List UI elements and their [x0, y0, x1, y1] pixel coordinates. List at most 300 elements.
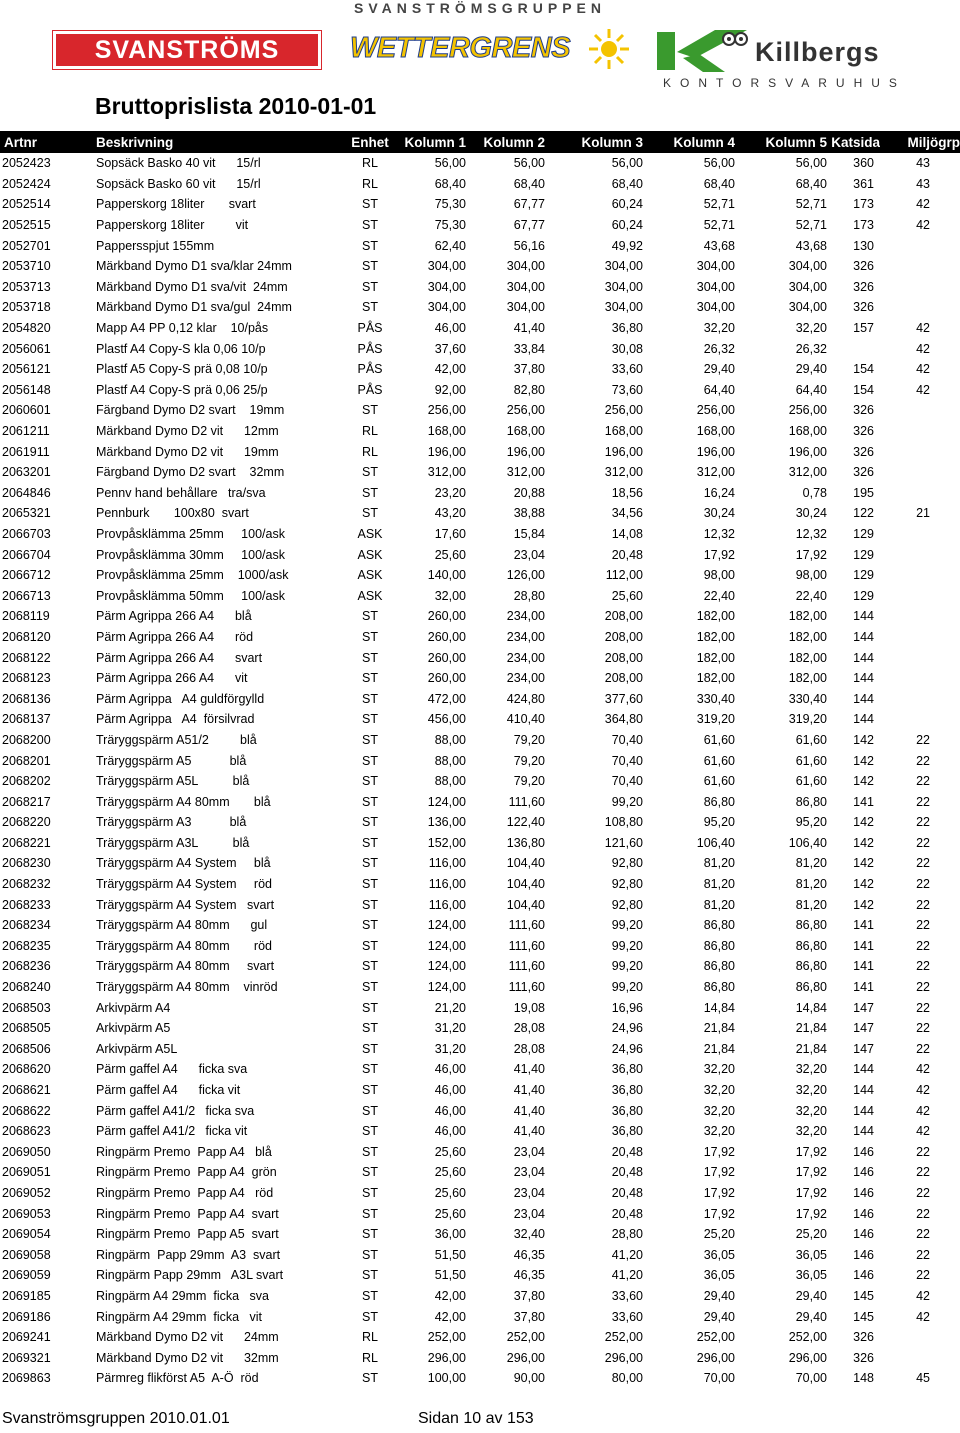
cell-enhet: ST: [362, 1000, 378, 1015]
cell-miljogrp: 22: [916, 774, 930, 789]
cell-kolumn-3: 80,00: [611, 1371, 643, 1386]
cell-kolumn-3: 28,80: [611, 1227, 643, 1242]
cell-kolumn-4: 17,92: [703, 1185, 735, 1200]
cell-kolumn-4: 32,20: [703, 1062, 735, 1077]
cell-kolumn-5: 25,20: [795, 1227, 827, 1242]
cell-katsida: 144: [853, 1062, 874, 1077]
cell-kolumn-5: 256,00: [788, 403, 827, 418]
cell-kolumn-3: 364,80: [604, 712, 643, 727]
cell-katsida: 147: [853, 1041, 874, 1056]
cell-kolumn-5: 81,20: [795, 897, 827, 912]
cell-miljogrp: [880, 647, 960, 668]
cell-miljogrp: 42: [916, 1062, 930, 1077]
cell-kolumn-4: 86,80: [703, 980, 735, 995]
cell-katsida: 326: [853, 1350, 874, 1365]
cell-miljogrp: 22: [916, 918, 930, 933]
cell-kolumn-3: 68,40: [611, 176, 643, 191]
cell-katsida: 122: [853, 506, 874, 521]
cell-artnr: 2068119: [2, 609, 50, 624]
table-row: [0, 688, 960, 709]
cell-enhet: PÅS: [357, 382, 383, 397]
cell-miljogrp: 22: [916, 815, 930, 830]
cell-miljogrp: 45: [916, 1371, 930, 1386]
cell-artnr: 2069058: [2, 1247, 51, 1262]
cell-artnr: 2069051: [2, 1165, 51, 1180]
cell-beskrivning: Papperskorg 18liter svart: [96, 197, 256, 212]
cell-kolumn-4: 86,80: [703, 794, 735, 809]
table-row: [0, 1080, 960, 1101]
cell-kolumn-2: 28,08: [513, 1021, 545, 1036]
cell-katsida: 154: [853, 362, 874, 377]
cell-kolumn-2: 41,40: [513, 1124, 545, 1139]
cell-artnr: 2068221: [2, 835, 51, 850]
cell-kolumn-5: 86,80: [795, 959, 827, 974]
cell-kolumn-5: 304,00: [788, 279, 827, 294]
cell-artnr: 2068503: [2, 1000, 51, 1015]
cell-katsida: 144: [853, 691, 874, 706]
cell-kolumn-1: 116,00: [428, 897, 466, 912]
killbergs-k-icon: [655, 28, 750, 74]
cell-kolumn-3: 20,48: [611, 1144, 643, 1159]
table-row: [0, 874, 960, 895]
cell-kolumn-5: 182,00: [788, 650, 827, 665]
table-row: [0, 750, 960, 771]
cell-kolumn-3: 36,80: [611, 1083, 643, 1098]
cell-miljogrp: 43: [916, 176, 930, 191]
cell-miljogrp: 22: [916, 753, 930, 768]
cell-kolumn-4: 304,00: [696, 259, 735, 274]
cell-beskrivning: Träryggspärm A51/2 blå: [96, 732, 257, 747]
cell-enhet: ST: [362, 1021, 378, 1036]
cell-kolumn-2: 168,00: [506, 424, 545, 439]
cell-kolumn-2: 234,00: [506, 650, 545, 665]
cell-katsida: 144: [853, 1103, 874, 1118]
cell-kolumn-1: 42,00: [434, 1309, 466, 1324]
cell-kolumn-2: 23,04: [513, 1165, 545, 1180]
cell-kolumn-4: 86,80: [703, 959, 735, 974]
table-row: [0, 524, 960, 545]
cell-artnr: 2068620: [2, 1062, 51, 1077]
cell-artnr: 2069185: [2, 1288, 51, 1303]
cell-beskrivning: Provpåsklämma 25mm 1000/ask: [96, 568, 289, 583]
table-row: [0, 1244, 960, 1265]
cell-kolumn-3: 256,00: [604, 403, 643, 418]
cell-artnr: 2052424: [2, 176, 51, 191]
cell-kolumn-1: 25,60: [434, 1165, 466, 1180]
cell-artnr: 2056148: [2, 382, 51, 397]
cell-beskrivning: Pärm Agrippa 266 A4 vit: [96, 671, 248, 686]
cell-beskrivning: Provpåsklämma 30mm 100/ask: [96, 547, 285, 562]
cell-artnr: 2068202: [2, 774, 51, 789]
cell-kolumn-1: 304,00: [427, 279, 466, 294]
cell-kolumn-1: 124,00: [427, 918, 466, 933]
cell-beskrivning: Arkivpärm A5L: [96, 1041, 178, 1056]
cell-kolumn-4: 52,71: [703, 197, 735, 212]
table-row: [0, 215, 960, 236]
cell-kolumn-2: 19,08: [513, 1000, 545, 1015]
cell-kolumn-4: 256,00: [696, 403, 735, 418]
cell-kolumn-3: 112,00: [605, 568, 643, 583]
cell-kolumn-5: 17,92: [795, 1185, 827, 1200]
cell-kolumn-5: 86,80: [795, 918, 827, 933]
cell-kolumn-5: 70,00: [795, 1371, 827, 1386]
cell-kolumn-2: 136,80: [506, 835, 545, 850]
cell-kolumn-3: 41,20: [611, 1247, 643, 1262]
cell-kolumn-1: 124,00: [427, 959, 466, 974]
cell-kolumn-2: 23,04: [513, 1144, 545, 1159]
cell-artnr: 2069050: [2, 1144, 51, 1159]
cell-enhet: RL: [362, 156, 378, 171]
table-row: [0, 235, 960, 256]
cell-kolumn-3: 304,00: [604, 259, 643, 274]
cell-kolumn-2: 234,00: [506, 609, 545, 624]
footer-page-number: Sidan 10 av 153: [418, 1410, 534, 1427]
cell-kolumn-2: 46,35: [513, 1247, 545, 1262]
cell-artnr: 2068240: [2, 980, 51, 995]
cell-enhet: ST: [362, 650, 378, 665]
table-row: [0, 1286, 960, 1307]
cell-kolumn-2: 126,00: [506, 568, 545, 583]
cell-kolumn-1: 260,00: [427, 629, 466, 644]
cell-kolumn-4: 61,60: [703, 732, 735, 747]
cell-beskrivning: Ringpärm Premo Papp A4 grön: [96, 1165, 277, 1180]
cell-kolumn-2: 67,77: [513, 197, 545, 212]
cell-kolumn-4: 43,68: [703, 238, 735, 253]
cell-kolumn-2: 111,60: [508, 959, 545, 974]
cell-kolumn-3: 168,00: [604, 424, 643, 439]
cell-artnr: 2069053: [2, 1206, 51, 1221]
cell-enhet: RL: [362, 1350, 378, 1365]
cell-kolumn-4: 182,00: [696, 671, 735, 686]
cell-miljogrp: [880, 483, 960, 504]
cell-miljogrp: 22: [916, 1000, 930, 1015]
cell-kolumn-4: 68,40: [703, 176, 735, 191]
cell-kolumn-3: 92,80: [611, 856, 643, 871]
cell-beskrivning: Ringpärm A4 29mm ficka sva: [96, 1288, 269, 1303]
cell-enhet: ST: [362, 506, 378, 521]
cell-kolumn-1: 51,50: [434, 1247, 466, 1262]
cell-kolumn-4: 29,40: [703, 1288, 735, 1303]
cell-katsida: 141: [853, 794, 874, 809]
cell-enhet: PÅS: [357, 321, 383, 336]
cell-kolumn-5: 312,00: [788, 465, 827, 480]
cell-beskrivning: Ringpärm Papp 29mm A3 svart: [96, 1247, 281, 1262]
cell-kolumn-4: 304,00: [696, 279, 735, 294]
cell-kolumn-1: 25,60: [434, 547, 466, 562]
table-row: [0, 1224, 960, 1245]
cell-kolumn-4: 36,05: [703, 1268, 735, 1283]
cell-beskrivning: Märkband Dymo D1 sva/klar 24mm: [96, 259, 292, 274]
cell-kolumn-3: 60,24: [611, 218, 643, 233]
cell-kolumn-2: 37,80: [513, 362, 545, 377]
cell-artnr: 2053710: [2, 259, 51, 274]
cell-kolumn-1: 296,00: [427, 1350, 466, 1365]
cell-beskrivning: Pärm gaffel A4 ficka sva: [96, 1062, 248, 1077]
cell-kolumn-1: 472,00: [427, 691, 466, 706]
cell-miljogrp: 22: [916, 1185, 930, 1200]
cell-katsida: 141: [853, 918, 874, 933]
cell-kolumn-3: 33,60: [611, 362, 643, 377]
cell-kolumn-4: 61,60: [703, 753, 735, 768]
cell-kolumn-3: 196,00: [604, 444, 643, 459]
cell-kolumn-1: 124,00: [427, 980, 466, 995]
cell-artnr: 2068220: [2, 815, 51, 830]
cell-kolumn-5: 36,05: [795, 1247, 827, 1262]
cell-kolumn-1: 304,00: [427, 300, 466, 315]
cell-kolumn-1: 46,00: [434, 1103, 466, 1118]
cell-enhet: PÅS: [357, 341, 383, 356]
cell-miljogrp: [880, 277, 960, 298]
cell-enhet: ST: [362, 794, 378, 809]
cell-miljogrp: 22: [916, 794, 930, 809]
cell-artnr: 2064846: [2, 485, 51, 500]
cell-beskrivning: Träryggspärm A3 blå: [96, 815, 247, 830]
cell-artnr: 2068235: [2, 938, 51, 953]
cell-kolumn-5: 296,00: [788, 1350, 827, 1365]
cell-miljogrp: 22: [916, 938, 930, 953]
column-header-katsida: Katsida: [827, 131, 880, 153]
cell-kolumn-3: 20,48: [611, 547, 643, 562]
cell-enhet: RL: [362, 176, 378, 191]
table-row: [0, 421, 960, 442]
cell-miljogrp: 22: [916, 732, 930, 747]
cell-enhet: ASK: [357, 568, 383, 583]
cell-kolumn-1: 124,00: [427, 938, 466, 953]
cell-kolumn-4: 17,92: [703, 547, 735, 562]
cell-kolumn-5: 61,60: [795, 753, 827, 768]
cell-artnr: 2068233: [2, 897, 51, 912]
table-row: [0, 565, 960, 586]
cell-kolumn-3: 208,00: [604, 629, 643, 644]
cell-kolumn-2: 252,00: [506, 1330, 545, 1345]
cell-katsida: 148: [853, 1371, 874, 1386]
cell-kolumn-1: 260,00: [427, 671, 466, 686]
cell-kolumn-3: 36,80: [611, 1062, 643, 1077]
cell-kolumn-3: 208,00: [604, 650, 643, 665]
cell-kolumn-5: 252,00: [788, 1330, 827, 1345]
footer-company-date: Svanströmsgruppen 2010.01.01: [2, 1410, 230, 1427]
cell-kolumn-1: 260,00: [427, 650, 466, 665]
cell-katsida: 326: [853, 444, 874, 459]
cell-enhet: ST: [362, 197, 378, 212]
cell-kolumn-4: 25,20: [703, 1227, 735, 1242]
table-row: [0, 1327, 960, 1348]
cell-kolumn-5: 81,20: [795, 856, 827, 871]
table-row: [0, 1142, 960, 1163]
cell-kolumn-4: 330,40: [696, 691, 735, 706]
cell-kolumn-1: 100,00: [427, 1371, 466, 1386]
cell-kolumn-3: 252,00: [604, 1330, 643, 1345]
document-title: Bruttoprislista 2010-01-01: [95, 93, 377, 119]
cell-kolumn-2: 46,35: [513, 1268, 545, 1283]
cell-kolumn-4: 81,20: [703, 856, 735, 871]
cell-artnr: 2052514: [2, 197, 51, 212]
cell-kolumn-1: 21,20: [434, 1000, 466, 1015]
cell-artnr: 2068122: [2, 650, 51, 665]
cell-kolumn-2: 15,84: [513, 526, 545, 541]
cell-kolumn-2: 104,40: [506, 877, 545, 892]
cell-beskrivning: Provpåsklämma 50mm 100/ask: [96, 588, 285, 603]
cell-artnr: 2060601: [2, 403, 51, 418]
cell-beskrivning: Märkband Dymo D2 vit 24mm: [96, 1330, 279, 1345]
cell-katsida: 147: [853, 1021, 874, 1036]
cell-kolumn-3: 70,40: [611, 732, 643, 747]
cell-kolumn-1: 25,60: [434, 1144, 466, 1159]
cell-beskrivning: Märkband Dymo D2 vit 12mm: [96, 424, 279, 439]
cell-kolumn-3: 49,92: [611, 238, 643, 253]
cell-kolumn-3: 33,60: [611, 1288, 643, 1303]
cell-kolumn-4: 32,20: [703, 1083, 735, 1098]
column-header-kolumn-5: Kolumn 5: [735, 131, 827, 153]
cell-kolumn-1: 37,60: [434, 341, 466, 356]
cell-artnr: 2068137: [2, 712, 51, 727]
cell-katsida: 144: [853, 650, 874, 665]
cell-kolumn-1: 51,50: [434, 1268, 466, 1283]
cell-enhet: ST: [362, 609, 378, 624]
cell-katsida: 146: [853, 1185, 874, 1200]
cell-artnr: 2068505: [2, 1021, 51, 1036]
cell-miljogrp: [880, 709, 960, 730]
table-row: [0, 1162, 960, 1183]
cell-miljogrp: [880, 565, 960, 586]
cell-enhet: RL: [362, 424, 378, 439]
cell-kolumn-5: 52,71: [795, 197, 827, 212]
cell-kolumn-3: 36,80: [611, 321, 643, 336]
table-row: [0, 174, 960, 195]
cell-kolumn-4: 86,80: [703, 938, 735, 953]
cell-kolumn-5: 95,20: [795, 815, 827, 830]
cell-kolumn-1: 168,00: [427, 424, 466, 439]
cell-enhet: ASK: [357, 547, 383, 562]
cell-kolumn-1: 42,00: [434, 1288, 466, 1303]
cell-beskrivning: Pennburk 100x80 svart: [96, 506, 249, 521]
cell-enhet: ST: [362, 980, 378, 995]
cell-kolumn-4: 32,20: [703, 1124, 735, 1139]
table-row: [0, 936, 960, 957]
cell-kolumn-5: 86,80: [795, 980, 827, 995]
cell-artnr: 2061211: [2, 424, 50, 439]
cell-miljogrp: [880, 297, 960, 318]
cell-enhet: ST: [362, 897, 378, 912]
cell-kolumn-1: 116,00: [428, 877, 466, 892]
cell-kolumn-1: 260,00: [427, 609, 466, 624]
cell-kolumn-3: 208,00: [604, 671, 643, 686]
cell-kolumn-4: 32,20: [703, 321, 735, 336]
cell-enhet: ST: [362, 629, 378, 644]
cell-kolumn-5: 182,00: [788, 671, 827, 686]
cell-miljogrp: 22: [916, 877, 930, 892]
cell-katsida: 141: [853, 959, 874, 974]
cell-beskrivning: Märkband Dymo D2 vit 32mm: [96, 1350, 279, 1365]
cell-miljogrp: 22: [916, 980, 930, 995]
cell-katsida: 154: [853, 382, 874, 397]
cell-artnr: 2066703: [2, 526, 51, 541]
cell-kolumn-2: 296,00: [506, 1350, 545, 1365]
cell-beskrivning: Pärm Agrippa A4 försilvrad: [96, 712, 255, 727]
cell-kolumn-5: 32,20: [795, 1124, 827, 1139]
cell-kolumn-4: 17,92: [703, 1165, 735, 1180]
table-row: [0, 627, 960, 648]
table-row: [0, 1347, 960, 1368]
cell-kolumn-5: 0,78: [802, 485, 827, 500]
cell-kolumn-1: 56,00: [434, 156, 466, 171]
cell-enhet: ST: [362, 238, 378, 253]
cell-enhet: ST: [362, 671, 378, 686]
cell-kolumn-5: 17,92: [795, 547, 827, 562]
cell-kolumn-3: 41,20: [611, 1268, 643, 1283]
cell-kolumn-1: 68,40: [434, 176, 466, 191]
cell-artnr: 2068234: [2, 918, 51, 933]
cell-kolumn-1: 312,00: [427, 465, 466, 480]
cell-kolumn-1: 152,00: [427, 835, 466, 850]
cell-miljogrp: 42: [916, 1288, 930, 1303]
cell-kolumn-1: 252,00: [427, 1330, 466, 1345]
table-row: [0, 833, 960, 854]
cell-katsida: 142: [853, 856, 874, 871]
cell-kolumn-1: 43,20: [434, 506, 466, 521]
svanstroms-logo-text: SVANSTRÖMS: [94, 35, 280, 64]
cell-enhet: ST: [362, 1288, 378, 1303]
cell-enhet: ST: [362, 918, 378, 933]
cell-kolumn-4: 30,24: [703, 506, 735, 521]
cell-katsida: 146: [853, 1247, 874, 1262]
cell-kolumn-5: 32,20: [795, 1083, 827, 1098]
table-row: [0, 812, 960, 833]
table-row: [0, 915, 960, 936]
table-row: [0, 297, 960, 318]
table-body: [0, 153, 960, 1389]
cell-artnr: 2065321: [2, 506, 51, 521]
table-row: [0, 647, 960, 668]
cell-artnr: 2052701: [2, 238, 51, 253]
cell-katsida: 326: [853, 1330, 874, 1345]
table-row: [0, 380, 960, 401]
cell-enhet: ST: [362, 403, 378, 418]
cell-kolumn-1: 46,00: [434, 1124, 466, 1139]
cell-miljogrp: [880, 421, 960, 442]
table-row: [0, 1100, 960, 1121]
cell-kolumn-2: 111,60: [508, 938, 545, 953]
cell-kolumn-3: 36,80: [611, 1124, 643, 1139]
cell-beskrivning: Plastf A5 Copy-S prä 0,08 10/p: [96, 362, 268, 377]
cell-kolumn-5: 61,60: [795, 732, 827, 747]
cell-katsida: 146: [853, 1165, 874, 1180]
cell-kolumn-5: 12,32: [795, 526, 827, 541]
table-row: [0, 730, 960, 751]
cell-kolumn-5: 330,40: [788, 691, 827, 706]
cell-enhet: ST: [362, 732, 378, 747]
cell-kolumn-2: 256,00: [506, 403, 545, 418]
cell-kolumn-2: 111,60: [508, 980, 545, 995]
cell-kolumn-4: 304,00: [696, 300, 735, 315]
cell-enhet: RL: [362, 1330, 378, 1345]
cell-kolumn-4: 106,40: [696, 835, 735, 850]
cell-enhet: ST: [362, 1041, 378, 1056]
cell-kolumn-3: 70,40: [611, 774, 643, 789]
cell-miljogrp: 22: [916, 1227, 930, 1242]
cell-kolumn-2: 122,40: [506, 815, 545, 830]
killbergs-logo-text: Killbergs: [755, 37, 880, 67]
table-row: [0, 400, 960, 421]
cell-katsida: 146: [853, 1227, 874, 1242]
cell-kolumn-4: 21,84: [703, 1041, 735, 1056]
cell-katsida: 195: [853, 485, 874, 500]
cell-katsida: 142: [853, 753, 874, 768]
cell-enhet: ST: [362, 1247, 378, 1262]
cell-katsida: 141: [853, 938, 874, 953]
cell-beskrivning: Träryggspärm A4 80mm gul: [96, 918, 268, 933]
column-header-kolumn-1: Kolumn 1: [394, 131, 466, 153]
